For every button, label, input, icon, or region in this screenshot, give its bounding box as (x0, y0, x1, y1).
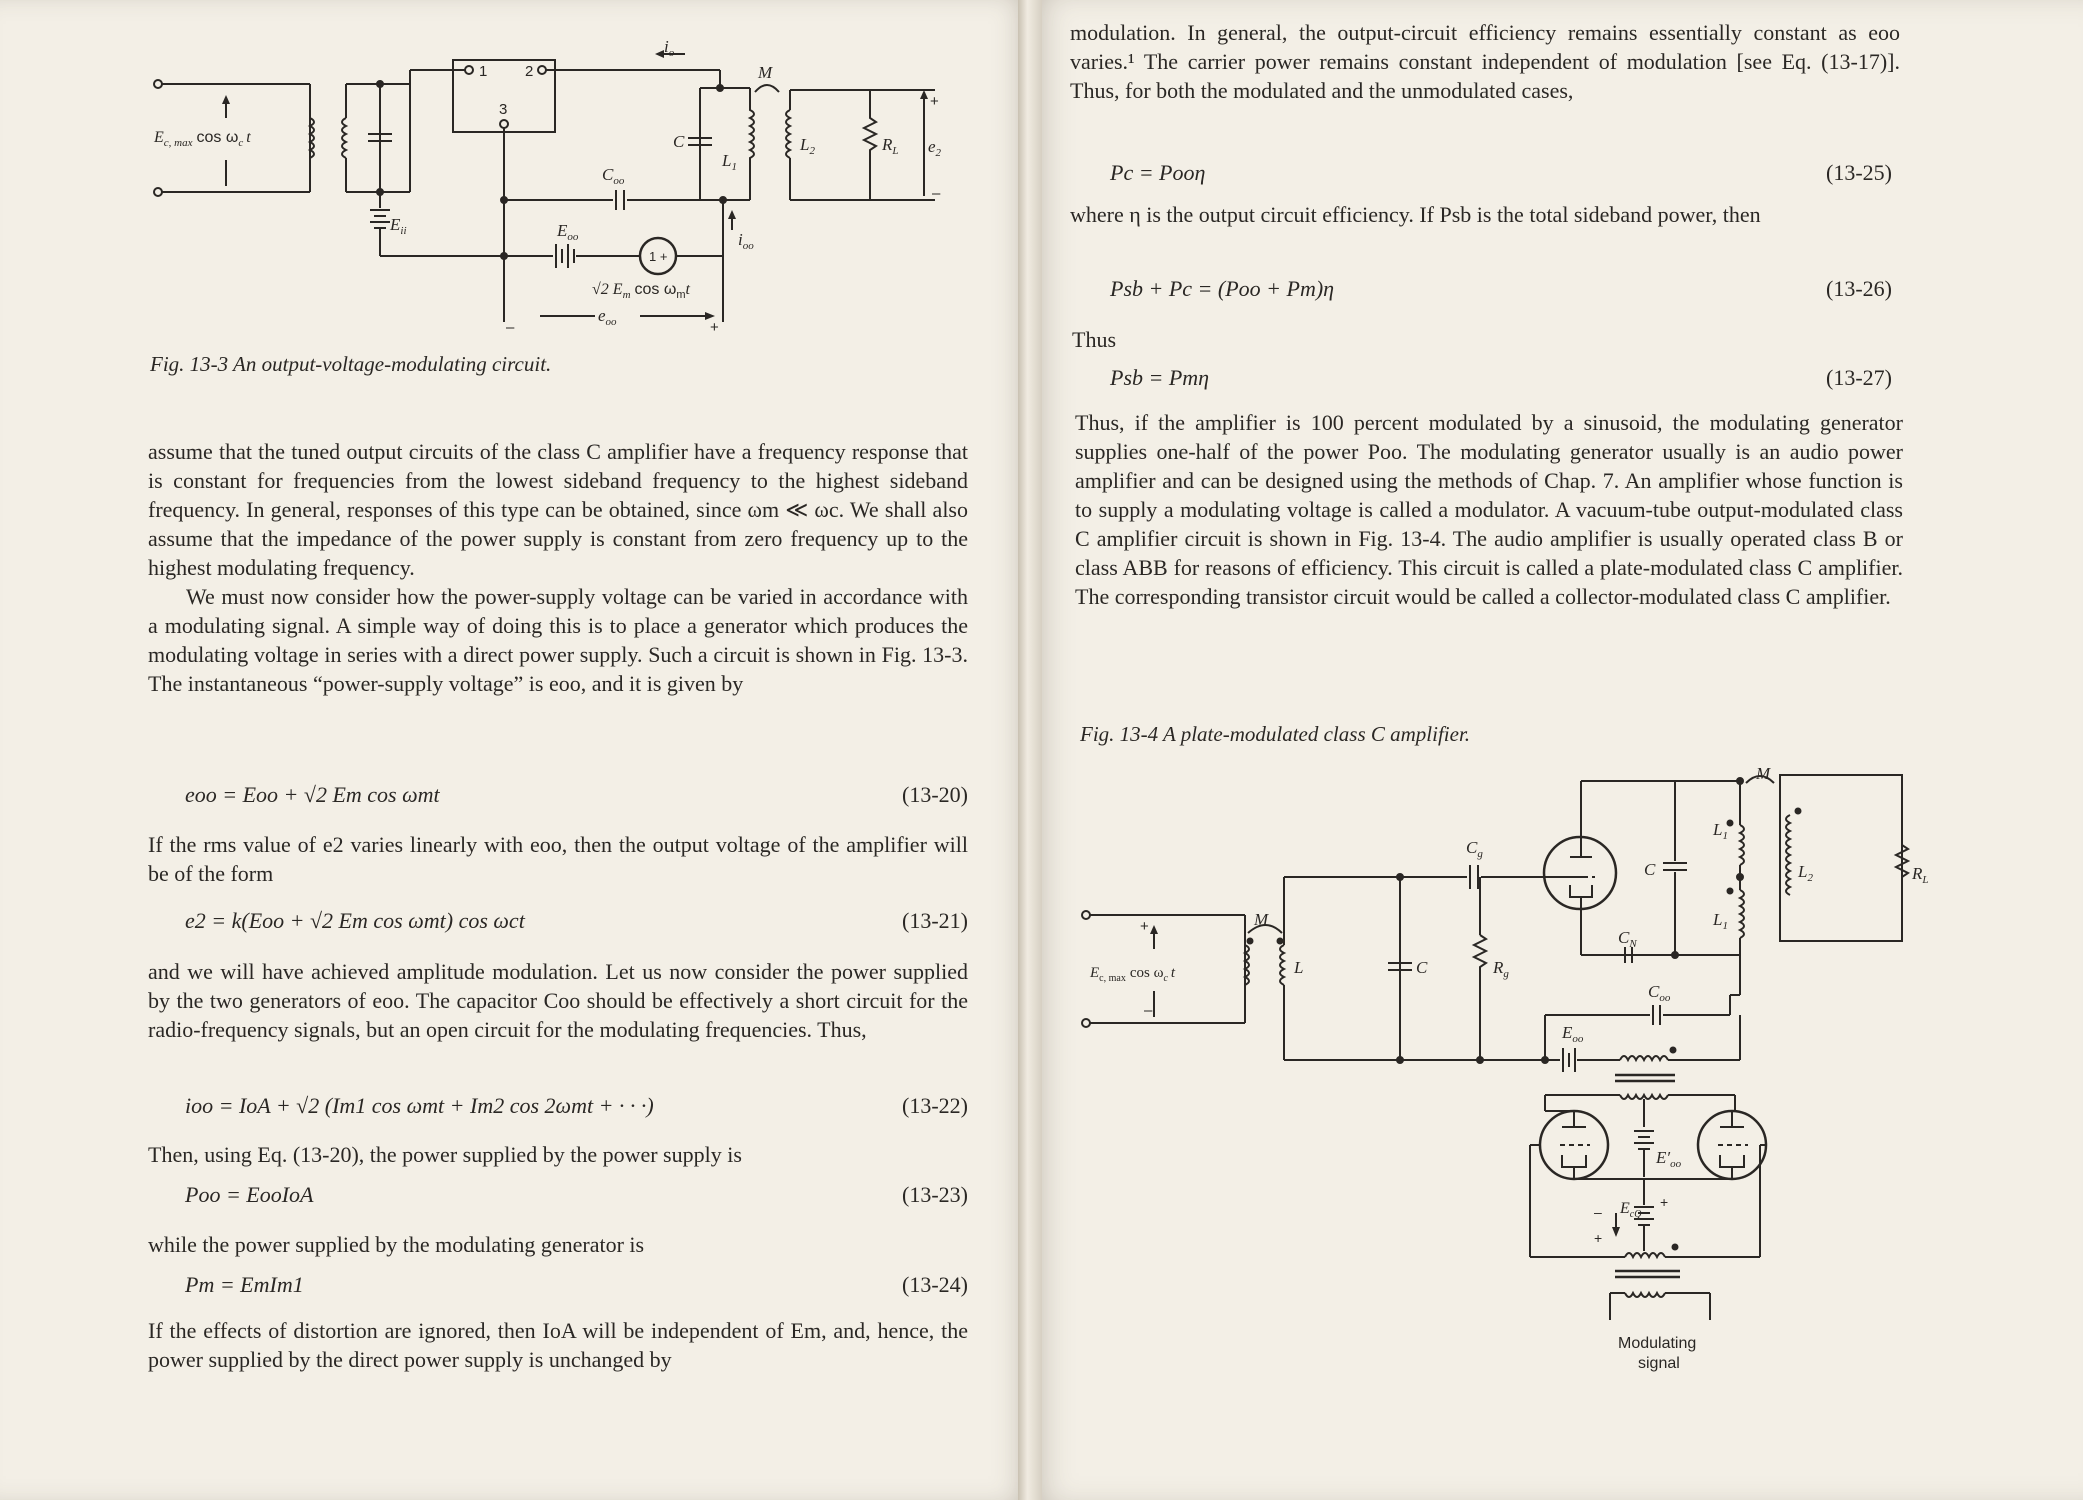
eq-13-23-number: (13-23) (902, 1182, 968, 1207)
fig3-Coo-label: $C_{oo}$ (602, 165, 625, 187)
fig3-gen-symbol: 1 + (649, 249, 668, 264)
fig4-signal-label: signal (1638, 1355, 1680, 1372)
right-paragraph-2: where η is the output circuit efficiency. If Psb is the total sideband power, then (1070, 202, 1761, 227)
eq-13-27-expr: Psb = Pmη (1110, 365, 1210, 390)
fig3-Eii-label: $E_{ii}$ (390, 215, 407, 237)
fig4-M-in-label: M (1254, 910, 1269, 929)
fig3-node-2: 2 (525, 63, 534, 80)
fig3-ioo-label: $i_{oo}$ (738, 230, 754, 252)
right-text-block-3 (1072, 325, 1902, 354)
left-paragraph-2: We must now consider how the power-supply voltage can be varied in accordance with a modulating signal. A simple way of doing this is to place a generator which produces the modulating voltage in series with a direct power supply. Such a circuit is shown in Fig. 13-3. The instantaneous “power-supply voltage” is eoo, and it is given by (148, 584, 968, 696)
eq-13-24-number: (13-24) (902, 1272, 968, 1297)
eq-13-21-number: (13-21) (902, 908, 968, 933)
fig4-bias-plus-2: + (1594, 1230, 1603, 1246)
fig4-C-label: C (1416, 958, 1428, 977)
fig3-eoo-minus: – (506, 319, 515, 336)
figure-13-4-circuit (1070, 765, 1930, 1385)
fig3-L1-label: $L_1$ (722, 151, 737, 173)
fig3-node-3: 3 (499, 101, 508, 118)
equation-13-21 (185, 908, 968, 938)
equation-13-27 (1110, 365, 1892, 395)
eq-13-21-expr: e2 = k(Eoo + √2 Em cos ωmt) cos ωct (185, 908, 525, 933)
equation-13-26 (1110, 276, 1892, 306)
fig3-e2-label: $e_2$ (928, 137, 942, 159)
fig4-modulating-label: Modulating (1618, 1335, 1697, 1352)
eq-13-20-number: (13-20) (902, 782, 968, 807)
left-paragraph-5: Then, using Eq. (13-20), the power supplied by the power supply is (148, 1142, 742, 1167)
fig3-Eoo-label: $E_{oo}$ (557, 221, 579, 243)
eq-13-25-expr: Pc = Pooη (1110, 160, 1206, 185)
fig4-Eoo-label: $E_{oo}$ (1562, 1023, 1584, 1045)
eq-13-22-expr: ioo = IoA + √2 (Im1 cos ωmt + Im2 cos 2ωmt + · · ·) (185, 1093, 654, 1118)
fig4-bias-plus: + (1660, 1194, 1669, 1210)
fig3-source-label: E (154, 129, 164, 146)
left-paragraph-4: and we will have achieved amplitude modulation. Let us now consider the power supplied by the two generators of eoo. The capacitor Coo should be effectively a short circuit for the radio-frequency signals, but an open circuit for the modulating frequencies. Thus, (148, 959, 968, 1042)
fig4-C-right-label: C (1644, 860, 1656, 879)
left-text-block-5 (148, 1230, 968, 1259)
fig4-EcQ-label: $E_{cQ}$ (1620, 1200, 1642, 1220)
left-paragraph-1: assume that the tuned output circuits of the class C amplifier have a frequency response that is constant for frequencies from the lowest sideband frequency to the highest sideband frequency. In general, responses of this type can be obtained, since ωm ≪ ωc. We shall also assume that the impedance of the power supply is constant from zero frequency up to the highest modulating frequency. (148, 439, 968, 580)
eq-13-23-expr: Poo = EooIoA (185, 1182, 314, 1207)
fig4-L1a-label: $L_1$ (1713, 820, 1728, 842)
fig4-Cg-label: $C_g$ (1466, 838, 1483, 860)
fig3-eoo-label: $e_{oo}$ (598, 306, 617, 328)
figure-13-3-circuit (140, 40, 1020, 340)
left-paragraph-7: If the effects of distortion are ignored, then IoA will be independent of Em, and, hence, the power supplied by the direct power supply is unchanged by (148, 1318, 968, 1372)
fig4-L1b-label: $L_1$ (1713, 910, 1728, 932)
left-text-block-2 (148, 830, 968, 888)
fig4-Coo-label: $C_{oo}$ (1648, 982, 1671, 1004)
fig-13-4-caption: Fig. 13-4 A plate-modulated class C amplifier. (1080, 722, 1471, 746)
equation-13-23 (185, 1182, 968, 1212)
left-paragraph-3: If the rms value of e2 varies linearly with eoo, then the output voltage of the amplifier will be of the form (148, 832, 968, 886)
equation-13-20 (185, 782, 968, 812)
left-text-block-6 (148, 1316, 968, 1374)
right-paragraph-1: modulation. In general, the output-circuit efficiency remains essentially constant as eoo varies.¹ The carrier power remains constant independent of modulation [see Eq. (13-17)]. Thus, for both the modulated and the unmodulated cases, (1070, 20, 1900, 103)
left-text-block-1 (148, 437, 968, 698)
left-paragraph-6: while the power supplied by the modulating generator is (148, 1232, 645, 1257)
equation-13-22 (185, 1093, 968, 1123)
fig3-eoo-plus: + (710, 319, 719, 336)
right-text-block-2 (1070, 200, 1900, 229)
fig-13-3-caption: Fig. 13-3 An output-voltage-modulating circuit. (150, 352, 552, 376)
left-text-block-4 (148, 1140, 968, 1169)
fig4-L2-label: $L_2$ (1798, 862, 1813, 884)
fig3-plus: + (930, 93, 939, 110)
fig4-Eoo-prime-label: $E'_{oo}$ (1656, 1148, 1682, 1170)
fig4-L-label: L (1294, 958, 1304, 977)
eq-13-24-expr: Pm = EmIm1 (185, 1272, 304, 1297)
fig3-M-label: M (758, 63, 773, 82)
fig3-node-1: 1 (479, 63, 488, 80)
fig3-gen-label: √2 $E_m$ $\cos \omega_mt$ (592, 281, 690, 301)
eq-13-25-number: (13-25) (1826, 160, 1892, 185)
fig3-C-label: C (673, 132, 685, 151)
fig4-bias-minus: – (1594, 1204, 1602, 1220)
right-text-block-4 (1075, 408, 1903, 611)
fig4-M-top-label: M (1756, 765, 1771, 783)
fig3-RL-label: $R_L$ (882, 135, 899, 157)
fig4-CN-label: $C_N$ (1618, 928, 1637, 950)
fig4-input-minus: – (1144, 1002, 1153, 1019)
svg-text:Ec, maxcos ωct: $E_{c, max}$ $\cos \omega_c$ t (154, 129, 251, 149)
equation-13-24 (185, 1272, 968, 1302)
eq-13-26-number: (13-26) (1826, 276, 1892, 301)
book-gutter (1018, 0, 1042, 1500)
fig4-input-plus: + (1140, 918, 1149, 935)
eq-13-20-expr: eoo = Eoo + √2 Em cos ωmt (185, 782, 440, 807)
right-paragraph-3: Thus (1072, 327, 1116, 352)
eq-13-22-number: (13-22) (902, 1093, 968, 1118)
fig4-source-label: $E_{c, max}$ $\cos \omega_c$ t (1090, 965, 1176, 984)
eq-13-27-number: (13-27) (1826, 365, 1892, 390)
fig4-Rg-label: $R_g$ (1493, 958, 1509, 980)
fig3-L2-label: $L_2$ (800, 135, 815, 157)
right-text-block-1 (1070, 18, 1900, 105)
right-paragraph-4: Thus, if the amplifier is 100 percent modulated by a sinusoid, the modulating generator supplies one-half of the power Poo. The modulating generator usually is an audio power amplifier and can be designed using the methods of Chap. 7. An amplifier whose function is to supply a modulating voltage is called a modulator. A vacuum-tube output-modulated class C amplifier circuit is shown in Fig. 13-4. The audio amplifier is usually operated class B or class ABB for reasons of efficiency. This circuit is called a plate-modulated class C amplifier. The corresponding transistor circuit would be called a collector-modulated class C amplifier. (1075, 410, 1903, 609)
eq-13-26-expr: Psb + Pc = (Poo + Pm)η (1110, 276, 1335, 301)
fig3-io-label: $i_o$ (664, 40, 675, 59)
equation-13-25 (1110, 160, 1892, 190)
left-text-block-3 (148, 957, 968, 1044)
fig4-RL-label: $R_L$ (1912, 864, 1929, 886)
fig3-minus: – (932, 185, 941, 202)
